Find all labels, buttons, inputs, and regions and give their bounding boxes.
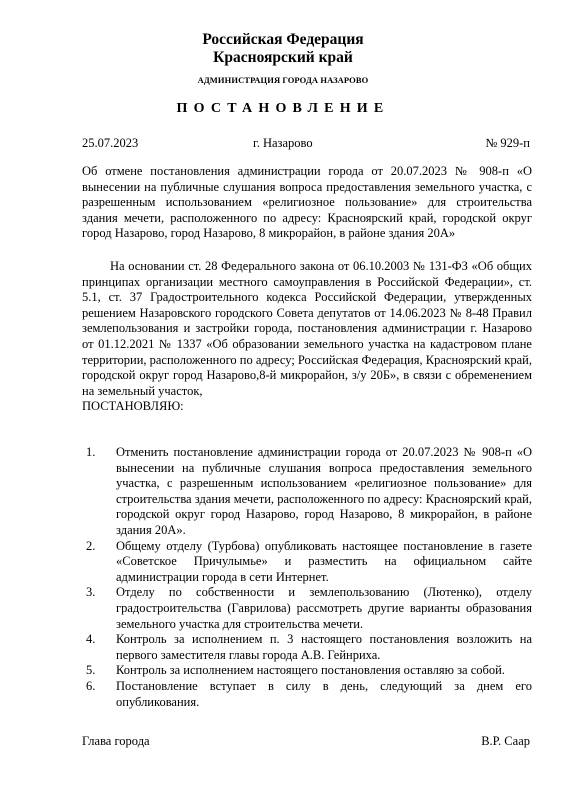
- resolution-item: [82, 679, 532, 710]
- item-number: 2.: [86, 538, 96, 553]
- item-number: 3.: [86, 585, 96, 600]
- item-number: 4.: [86, 632, 96, 647]
- item-text: Отделу по собственности и землепользованию (Лютенко), отделу градостроительства (Гаврилова) рассмотреть другие варианты образования земельного участка для строительства мечети.: [116, 585, 532, 631]
- item-number: 1.: [86, 445, 96, 459]
- signature-name: В.Р. Саар: [481, 734, 530, 748]
- preamble-paragraph: На основании ст. 28 Федерального закона от 06.10.2003 № 131-ФЗ «Об общих принципах организации местного самоуправления в Российской Федерации», ст. 5.1, ст. 37 Градостроительного кодекса Российской Федерации, утвержденных решением Назаровского городского Совета депутатов от 14.06.2023 № 8-48 Правил землепользования и застройки города, постановления администрации г. Назарово от 01.12.2021 № 1337 «Об образовании земельного участка на кадастровом плане территории, расположенного по адресу; Российская Федерация, Красноярский край, городской округ город Назарово,8-й микрорайон, з/у 20Б», в связи с обременением на земельный участок,: [82, 258, 532, 398]
- resolution-item: [82, 585, 532, 632]
- item-text: Постановление вступает в силу в день, следующий за днем его опубликования.: [116, 678, 532, 709]
- header-country: Российская Федерация: [202, 31, 364, 48]
- header-region: Красноярский край: [213, 49, 353, 66]
- signature-position: Глава города: [82, 734, 150, 748]
- document-number: № 929-п: [485, 136, 530, 150]
- resolve-word: ПОСТАНОВЛЯЮ:: [82, 399, 184, 414]
- resolution-item: [82, 663, 532, 679]
- document-body: [82, 164, 532, 415]
- header-administration: АДМИНИСТРАЦИЯ ГОРОДА НАЗАРОВО: [197, 75, 369, 85]
- item-number: 6.: [86, 678, 96, 693]
- document-date: 25.07.2023: [82, 136, 139, 150]
- resolution-item: [82, 445, 532, 539]
- document-title: ПОСТАНОВЛЕНИЕ: [176, 101, 390, 116]
- resolution-item: [82, 539, 532, 586]
- document-city: г. Назарово: [253, 136, 313, 150]
- resolution-item: [82, 632, 532, 663]
- subject-paragraph: Об отмене постановления администрации города от 20.07.2023 № 908-п «О вынесении на публичные слушания вопроса предоставления земельного участка, с разрешенным использованием «религиозное пользование» для строительства здания мечети, расположенного по адресу: Красноярский край, городской округ город Назарово, город Назарово, 8 микрорайон, в районе здания 20А»: [82, 164, 532, 241]
- item-text: Контроль за исполнением п. 3 настоящего постановления возложить на первого заместителя главы города А.В. Гейнриха.: [116, 632, 532, 662]
- item-number: 5.: [86, 663, 96, 678]
- item-text: Контроль за исполнением настоящего постановления оставляю за собой.: [116, 663, 505, 678]
- item-text: Общему отделу (Турбова) опубликовать настоящее постановление в газете «Советское Причулымье» и разместить на официальном сайте администрации города в сети Интернет.: [116, 538, 532, 584]
- item-text: Отменить постановление администрации города от 20.07.2023 № 908-п «О вынесении на публичные слушания вопроса предоставления земельного участка, с разрешенным использованием «религиозное пользование» для строительства здания мечети, расположенного по адресу: Красноярский край, городской округ город Назарово, город Назарово, 8 микрорайон, в районе здания 20А».: [116, 445, 532, 537]
- resolution-items: [82, 445, 532, 710]
